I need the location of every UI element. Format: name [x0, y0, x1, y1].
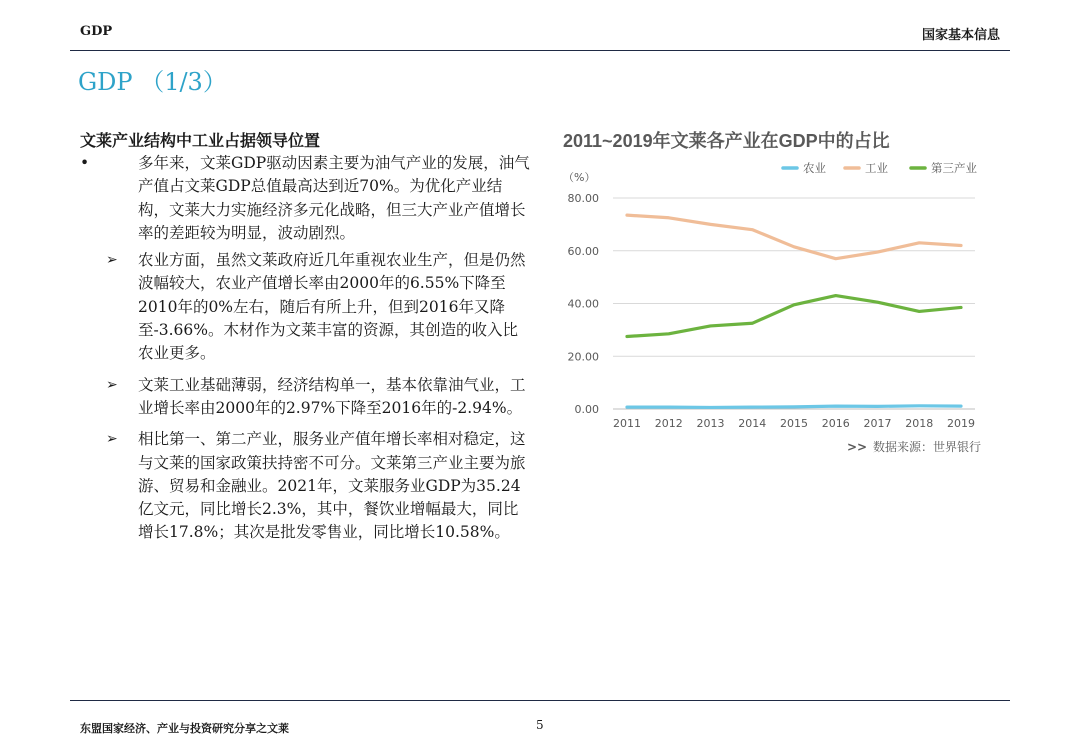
bullet-dot-icon: •	[80, 154, 90, 172]
header-divider	[70, 50, 1010, 51]
chart-series	[627, 215, 961, 407]
sub-point-text: 文莱工业基础薄弱，经济结构单一，基本依靠油气业，工业增长率由2000年的2.97%下降至2016年的-2.94%。	[138, 375, 526, 417]
series-line-农业	[627, 406, 961, 408]
x-tick-label: 2016	[821, 417, 850, 430]
main-bullet-text: 多年来，文莱GDP驱动因素主要为油气产业的发展，油气产值占文莱GDP总值最高达到近70%。为优化产业结构，文莱大力实施经济多元化战略，但三大产业产值增长率的差距较为明显，波动剧烈。	[138, 154, 530, 242]
series-line-第三产业	[627, 296, 961, 337]
sub-point-services	[80, 428, 530, 544]
main-bullet	[80, 152, 530, 245]
footer-report-title: 东盟国家经济、产业与投资研究分享之文莱	[80, 722, 289, 735]
chart-legend	[783, 161, 977, 175]
section-subtitle: 文莱产业结构中工业占据领导位置	[80, 131, 321, 150]
arrow-bullet-icon: ➢	[106, 431, 118, 448]
y-tick-label: 80.00	[567, 192, 599, 205]
line-chart	[555, 125, 1015, 460]
y-unit-label: （%）	[563, 171, 596, 184]
page-number: 5	[536, 718, 544, 732]
x-tick-label: 2013	[696, 417, 725, 430]
x-tick-label: 2012	[654, 417, 683, 430]
x-tick-label: 2015	[780, 417, 808, 430]
y-tick-label: 60.00	[567, 244, 599, 258]
source-marker: >>	[847, 440, 868, 454]
chart-container	[555, 125, 1015, 460]
arrow-bullet-icon: ➢	[106, 376, 118, 393]
header-category-label: 国家基本信息	[921, 28, 1000, 43]
bullet-list	[80, 152, 530, 545]
x-tick-label: 2014	[738, 417, 767, 430]
footer-divider	[70, 700, 1010, 701]
legend-label: 工业	[865, 161, 888, 175]
legend-label: 第三产业	[931, 161, 977, 175]
y-axis-ticks	[568, 192, 600, 416]
sub-point-text: 相比第一、第二产业，服务业产值年增长率相对稳定，这与文莱的国家政策扶持密不可分。文莱第三产业主要为旅游、贸易和金融业。2021年，文莱服务业GDP为35.24亿文元，同比增长2.3%，其中，餐饮业增幅最大，同比增长17.8%；其次是批发零售业，同比增长10.58%。	[138, 430, 526, 542]
y-tick-label: 40.00	[567, 297, 599, 311]
y-tick-label: 0.00	[574, 403, 599, 416]
x-tick-label: 2019	[947, 417, 975, 430]
sub-point-industry	[80, 374, 530, 421]
x-tick-label: 2011	[613, 417, 641, 430]
sub-point-agriculture	[80, 249, 530, 365]
arrow-bullet-icon: ➢	[106, 252, 118, 269]
x-tick-label: 2018	[905, 417, 934, 430]
chart-source: 数据来源：世界银行	[873, 440, 982, 454]
sub-point-text: 农业方面，虽然文莱政府近几年重视农业生产，但是仍然波幅较大，农业产值增长率由2000年的6.55%下降至2010年的0%左右，随后有所上升，但到2016年又降至-3.66%。木材作为文莱丰富的资源，其创造的收入比农业更多。	[138, 251, 526, 363]
chart-title: 2011~2019年文莱各产业在GDP中的占比	[563, 131, 890, 151]
slide-title: GDP （1/3）	[78, 68, 227, 96]
header-section-label: GDP	[80, 24, 113, 39]
x-tick-label: 2017	[863, 417, 892, 430]
series-line-工业	[627, 215, 961, 259]
legend-label: 农业	[803, 161, 826, 175]
y-tick-label: 20.00	[567, 350, 599, 364]
x-axis-ticks	[613, 417, 975, 430]
